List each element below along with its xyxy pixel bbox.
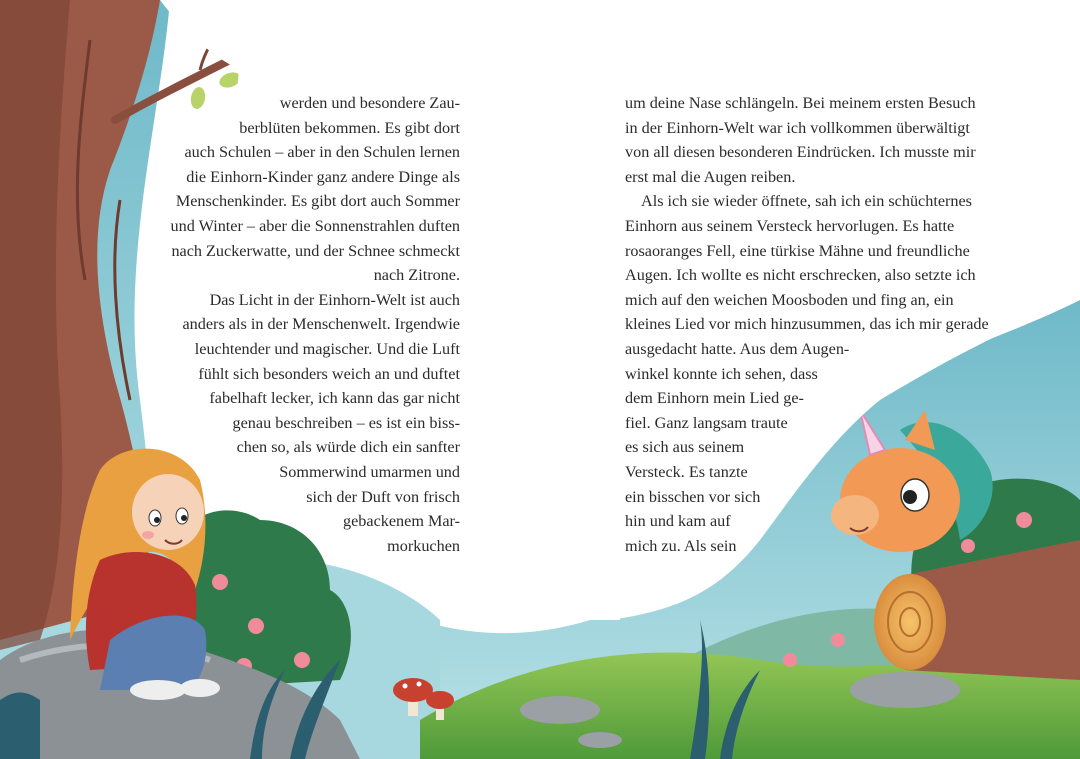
text-line: gebackenem Mar- (343, 512, 460, 531)
text-line: ein bisschen vor sich (625, 487, 761, 506)
rose (783, 653, 797, 667)
text-line: um deine Nase schlängeln. Bei meinem ersten Besuch (625, 94, 976, 112)
text-line: Das Licht in der Einhorn-Welt ist auch (209, 290, 460, 309)
stone (578, 732, 622, 748)
right-page-text (625, 91, 1025, 571)
text-line: Einhorn aus seinem Versteck hervorlugen. Es hatte (625, 217, 955, 235)
text-line: chen so, als würde dich ein sanfter (236, 438, 460, 457)
rose (294, 652, 310, 668)
text-line: mich auf den weichen Moosboden und fing an, ein (625, 290, 954, 309)
text-line: es sich aus seinem (625, 438, 745, 457)
text-line: dem Einhorn mein Lied ge- (625, 389, 804, 408)
text-line: in der Einhorn-Welt war ich vollkommen überwältigt (625, 118, 970, 137)
page-clearing-center (460, 0, 620, 620)
text-line: werden und besondere Zau- (279, 94, 460, 112)
rose (831, 633, 845, 647)
text-line: nach Zuckerwatte, und der Schnee schmeckt (171, 241, 460, 260)
text-line: mich zu. Als sein (625, 536, 737, 555)
text-line: fühlt sich besonders weich an und duftet (198, 364, 460, 383)
text-line: winkel konnte ich sehen, dass (625, 364, 818, 383)
text-line: Als ich sie wieder öffnete, sah ich ein schüchternes (641, 192, 972, 211)
left-page-text (0, 91, 460, 571)
text-line: erst mal die Augen reiben. (625, 167, 796, 186)
text-line: fabelhaft lecker, ich kann das gar nicht (209, 389, 460, 408)
text-line: Versteck. Es tanzte (625, 463, 748, 481)
text-line: morkuchen (387, 536, 460, 555)
text-line: hin und kam auf (625, 512, 731, 531)
text-line: und Winter – aber die Sonnenstrahlen duften (170, 217, 460, 235)
rose (248, 618, 264, 634)
text-line: genau beschreiben – es ist ein biss- (232, 413, 460, 432)
text-line: Menschenkinder. Es gibt dort auch Sommer (175, 192, 460, 211)
text-line: kleines Lied vor mich hinzusummen, das ich mir gerade (625, 315, 989, 334)
page-clearing-top-left (160, 0, 610, 70)
text-line: von all diesen besonderen Eindrücken. Ich musste mir (625, 143, 976, 162)
stone (520, 696, 600, 724)
girl-shoe (180, 679, 220, 697)
text-line: ausgedacht hatte. Aus dem Augen- (625, 340, 850, 358)
rose (212, 574, 228, 590)
text-line: die Einhorn-Kinder ganz andere Dinge als (186, 167, 460, 186)
text-line: anders als in der Menschenwelt. Irgendwie (182, 315, 460, 334)
text-line: sich der Duft von frisch (306, 487, 460, 506)
text-line: Sommerwind umarmen und (279, 463, 460, 481)
text-line: berblüten bekommen. Es gibt dort (239, 118, 460, 137)
text-line: leuchtender und magischer. Und die Luft (194, 340, 460, 358)
stone (850, 672, 960, 708)
text-line: fiel. Ganz langsam traute (625, 413, 788, 432)
girl-shoe (130, 680, 186, 700)
text-line: nach Zitrone. (373, 266, 460, 285)
text-line: Augen. Ich wollte es nicht erschrecken, also setzte ich (625, 266, 976, 285)
text-line: rosaoranges Fell, eine türkise Mähne und freundliche (625, 241, 970, 260)
text-line: auch Schulen – aber in den Schulen lernen (184, 143, 460, 162)
